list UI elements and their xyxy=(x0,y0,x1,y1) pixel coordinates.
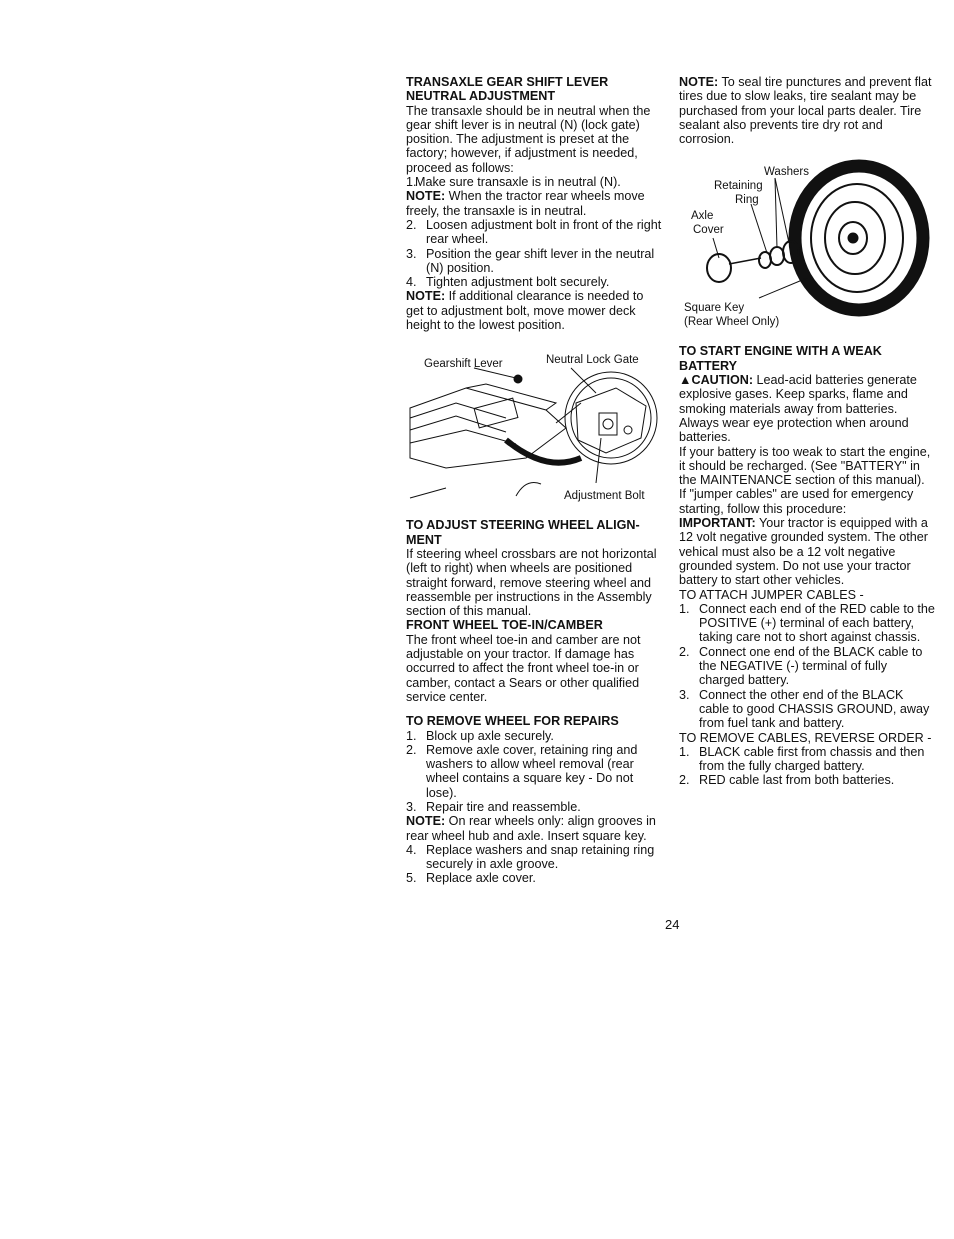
note-label: NOTE: xyxy=(406,289,446,304)
rear-wheel-only-label: (Rear Wheel Only) xyxy=(684,316,780,329)
page-number: 24 xyxy=(665,917,680,932)
list-item xyxy=(679,602,935,645)
section-heading-steering: TO ADJUST STEERING WHEEL ALIGN-MENT xyxy=(406,518,640,547)
list-item xyxy=(406,871,664,885)
list-item xyxy=(679,745,935,774)
section-heading-transaxle: TRANSAXLE GEAR SHIFT LEVER xyxy=(406,75,609,89)
important-body: Your tractor is equipped with a 12 volt negative grounded system. The other vehical must also be a 12 volt negative grounded system. Do not use your tractor battery to start other vehicles. xyxy=(679,516,928,588)
jumper-cables-text: If "jumper cables" are used for emergency starting, follow this procedure: xyxy=(679,487,914,516)
attach-steps xyxy=(679,602,935,731)
list-number: 1. xyxy=(679,744,690,759)
list-item xyxy=(679,645,935,688)
section-heading-transaxle-2: NEUTRAL ADJUSTMENT xyxy=(406,89,556,104)
list-number: 4. xyxy=(406,275,417,290)
list-number: 1. xyxy=(406,728,417,743)
section-heading-toe-in: FRONT WHEEL TOE-IN/CAMBER xyxy=(406,618,603,633)
list-number: 2. xyxy=(679,773,690,788)
warning-icon: ▲ xyxy=(679,373,692,388)
list-item xyxy=(406,275,664,289)
important-text xyxy=(679,516,935,587)
important-label: IMPORTANT: xyxy=(679,516,756,531)
caution-body: Lead-acid batteries generate explosive gases. Keep sparks, flame and smoking materials away from batteries. Always wear eye protection when around batteries. xyxy=(679,373,917,445)
steering-text: If steering wheel crossbars are not horizontal (left to right) when wheels are positioned straight forward, remove steering wheel and reassemble per instructions in the Assembly section of this manual. xyxy=(406,546,657,619)
list-number: 5. xyxy=(406,871,417,886)
note-text: To seal tire punctures and prevent flat tires due to slow leaks, tire sealant may be purchased from your local parts dealer. Tire sealant also prevents tire dry rot and corrosion. xyxy=(679,75,932,147)
remove-cables-heading: TO REMOVE CABLES, REVERSE ORDER - xyxy=(679,730,932,745)
attach-cables-heading: TO ATTACH JUMPER CABLES - xyxy=(679,587,864,602)
note-label: NOTE: xyxy=(679,75,719,89)
list-item xyxy=(406,800,664,814)
list-text: RED cable last from both batteries. xyxy=(699,773,895,788)
gearshift-figure xyxy=(406,348,664,518)
square-key-label: Square Key xyxy=(684,302,745,315)
list-number: 2. xyxy=(679,644,690,659)
list-item xyxy=(679,688,935,731)
remove-wheel-steps xyxy=(406,729,664,815)
note-tire-sealant xyxy=(679,75,935,146)
list-number: 1. xyxy=(679,601,690,616)
list-number: 4. xyxy=(406,842,417,857)
axle-label: Axle xyxy=(691,210,714,223)
section-heading-remove-wheel: TO REMOVE WHEEL FOR REPAIRS xyxy=(406,714,619,729)
retaining-label: Retaining xyxy=(714,180,763,193)
weak-battery-text: If your battery is too weak to start the engine, it should be recharged. (See "BATTERY" in the MAINTENANCE section of this manual). xyxy=(679,444,931,488)
list-text: Make sure transaxle is in neutral (N). xyxy=(415,175,621,190)
list-text: BLACK cable first from chassis and then from the fully charged battery. xyxy=(699,744,925,774)
left-column xyxy=(406,75,664,886)
note-text: On rear wheels only: align grooves in rear wheel hub and axle. Insert square key. xyxy=(406,814,656,843)
cover-label: Cover xyxy=(693,224,724,237)
note-rear-wheels xyxy=(406,814,664,843)
note-clearance xyxy=(406,289,664,332)
list-number: 2. xyxy=(406,742,417,757)
note-label: NOTE: xyxy=(406,189,446,204)
remove-wheel-steps-2 xyxy=(406,843,664,886)
list-text: Repair tire and reassemble. xyxy=(426,799,581,814)
neutral-lock-gate-label: Neutral Lock Gate xyxy=(546,354,639,367)
note-neutral xyxy=(406,189,664,218)
caution-text xyxy=(679,373,935,444)
list-number: 1. xyxy=(406,175,417,190)
list-text: Connect the other end of the BLACK cable to good CHASSIS GROUND, away from fuel tank and battery. xyxy=(699,687,930,731)
list-number: 3. xyxy=(679,687,690,702)
note-text: When the tractor rear wheels move freely, the transaxle is in neutral. xyxy=(406,189,645,218)
list-text: Replace axle cover. xyxy=(426,871,536,886)
list-item xyxy=(406,218,664,247)
list-text: Loosen adjustment bolt in front of the right rear wheel. xyxy=(426,217,662,247)
list-number: 3. xyxy=(406,246,417,261)
washers-label: Washers xyxy=(764,166,809,179)
list-text: Connect each end of the RED cable to the POSITIVE (+) terminal of each battery, taking care not to short against chassis. xyxy=(699,601,935,645)
ring-label: Ring xyxy=(735,194,759,207)
transaxle-intro: The transaxle should be in neutral when the gear shift lever is in neutral (N) (lock gate) position. The adjustment is preset at the factory; however, if adjustment is needed, proceed as follows: xyxy=(406,103,651,175)
note-text: If additional clearance is needed to get to adjustment bolt, move mower deck height to the lowest position. xyxy=(406,289,644,333)
wheel-figure xyxy=(679,158,935,344)
adjustment-bolt-label: Adjustment Bolt xyxy=(564,490,645,503)
gearshift-lever-label: Gearshift Lever xyxy=(424,358,503,371)
list-text: Replace washers and snap retaining ring securely in axle groove. xyxy=(426,842,655,872)
list-item xyxy=(406,175,664,189)
list-text: Tighten adjustment bolt securely. xyxy=(426,275,610,290)
list-number: 2. xyxy=(406,217,417,232)
caution-label: CAUTION: xyxy=(691,373,754,388)
toe-in-text: The front wheel toe-in and camber are not adjustable on your tractor. If damage has occurred to affect the front wheel toe-in or camber, contact a Sears or other qualified service center. xyxy=(406,632,641,704)
wheel-illustration xyxy=(679,158,935,344)
list-item xyxy=(406,247,664,276)
list-item xyxy=(406,743,664,800)
list-text: Connect one end of the BLACK cable to the NEGATIVE (-) terminal of fully charged battery. xyxy=(699,644,923,688)
list-item xyxy=(406,843,664,872)
right-column xyxy=(679,75,935,788)
note-label: NOTE: xyxy=(406,814,446,829)
list-text: Remove axle cover, retaining ring and washers to allow wheel removal (rear wheel contains a square key - Do not lose). xyxy=(426,742,638,800)
list-text: Block up axle securely. xyxy=(426,728,554,743)
list-item xyxy=(406,729,664,743)
remove-steps xyxy=(679,745,935,788)
transaxle-steps xyxy=(406,218,664,289)
gearshift-illustration xyxy=(406,348,664,518)
list-number: 3. xyxy=(406,799,417,814)
list-item xyxy=(679,773,935,787)
list-text: Position the gear shift lever in the neutral (N) position. xyxy=(426,246,655,275)
section-heading-weak-battery: TO START ENGINE WITH A WEAK BATTERY xyxy=(679,344,882,373)
